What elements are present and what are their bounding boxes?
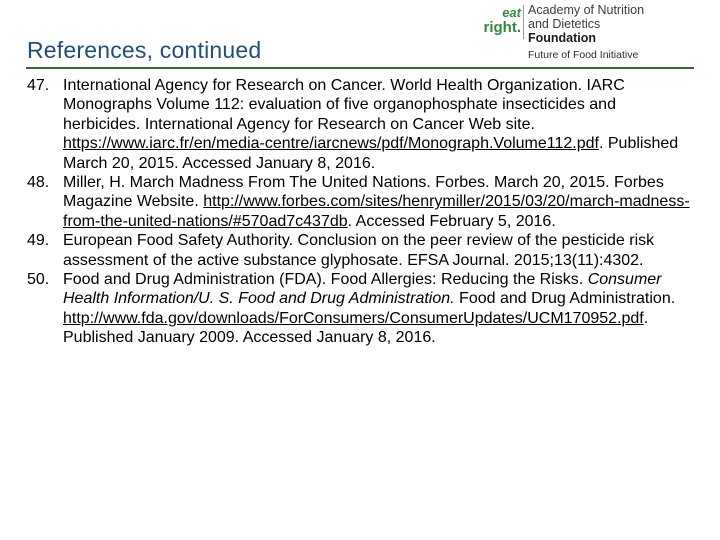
reference-citation: European Food Safety Authority. Conclusion on the peer review of the pesticide risk assessment of the active substance glyphosate. EFSA Journal. 2015;13(11):4302.: [63, 232, 655, 269]
logo-divider: [523, 5, 524, 39]
reference-item: [27, 76, 697, 173]
reference-italic-title: Consumer Health Information/U. S. Food and Drug Administration.: [63, 271, 662, 308]
reference-item: [27, 231, 697, 270]
reference-number: 50.: [27, 271, 50, 289]
logo-org-line-2: and Dietetics: [528, 17, 601, 31]
reference-citation: Food and Drug Administration (FDA). Food Allergies: Reducing the Risks.: [63, 271, 588, 289]
reference-text: [63, 173, 697, 231]
reference-citation: International Agency for Research on Cancer. World Health Organization. IARC Monographs Volume 112: evaluation of five organophosphate insecticides and herbicides. International Agency for Research on Cancer Web site.: [63, 77, 625, 133]
reference-text: [63, 231, 697, 270]
reference-accessed-date: . Published January 2009. Accessed January 8, 2016.: [63, 309, 649, 347]
reference-link[interactable]: http://www.forbes.com/sites/henrymiller/2015/03/20/march-madness-from-the-united-nations/#570ad7c437db: [63, 193, 690, 230]
slide-title: References, continued: [27, 37, 262, 63]
reference-number: 47.: [27, 77, 50, 94]
foundation-logo: [481, 2, 701, 64]
reference-accessed-date: . Accessed February 5, 2016.: [347, 212, 556, 230]
reference-number: 48.: [27, 174, 50, 192]
logo-org-line-1: Academy of Nutrition: [528, 3, 645, 17]
reference-text: [63, 76, 697, 173]
reference-number: 49.: [27, 232, 50, 250]
logo-mark-eat: eat: [502, 5, 521, 20]
reference-item: [27, 270, 697, 348]
logo-mark-right: right.: [483, 19, 521, 36]
reference-link[interactable]: http://www.fda.gov/downloads/ForConsumers/ConsumerUpdates/UCM170952.pdf: [63, 309, 644, 327]
eat-right-logo-mark: [481, 5, 521, 41]
reference-citation: Miller, H. March Madness From The United Nations. Forbes. March 20, 2015. Forbes Magazine Website.: [63, 174, 664, 211]
logo-org-name: [528, 3, 644, 62]
reference-text: [63, 270, 697, 348]
reference-item: [27, 173, 697, 231]
reference-citation-middle: Food and Drug Administration.: [454, 290, 676, 308]
title-rule: [26, 67, 694, 69]
reference-accessed-date: . Published March 20, 2015. Accessed January 8, 2016.: [63, 135, 679, 172]
reference-link[interactable]: https://www.iarc.fr/en/media-centre/iarcnews/pdf/Monograph.Volume112.pdf: [63, 135, 599, 153]
reference-list: [27, 76, 697, 348]
logo-org-foundation: Foundation: [528, 31, 597, 45]
logo-tagline: Future of Food Initiative: [528, 49, 639, 61]
